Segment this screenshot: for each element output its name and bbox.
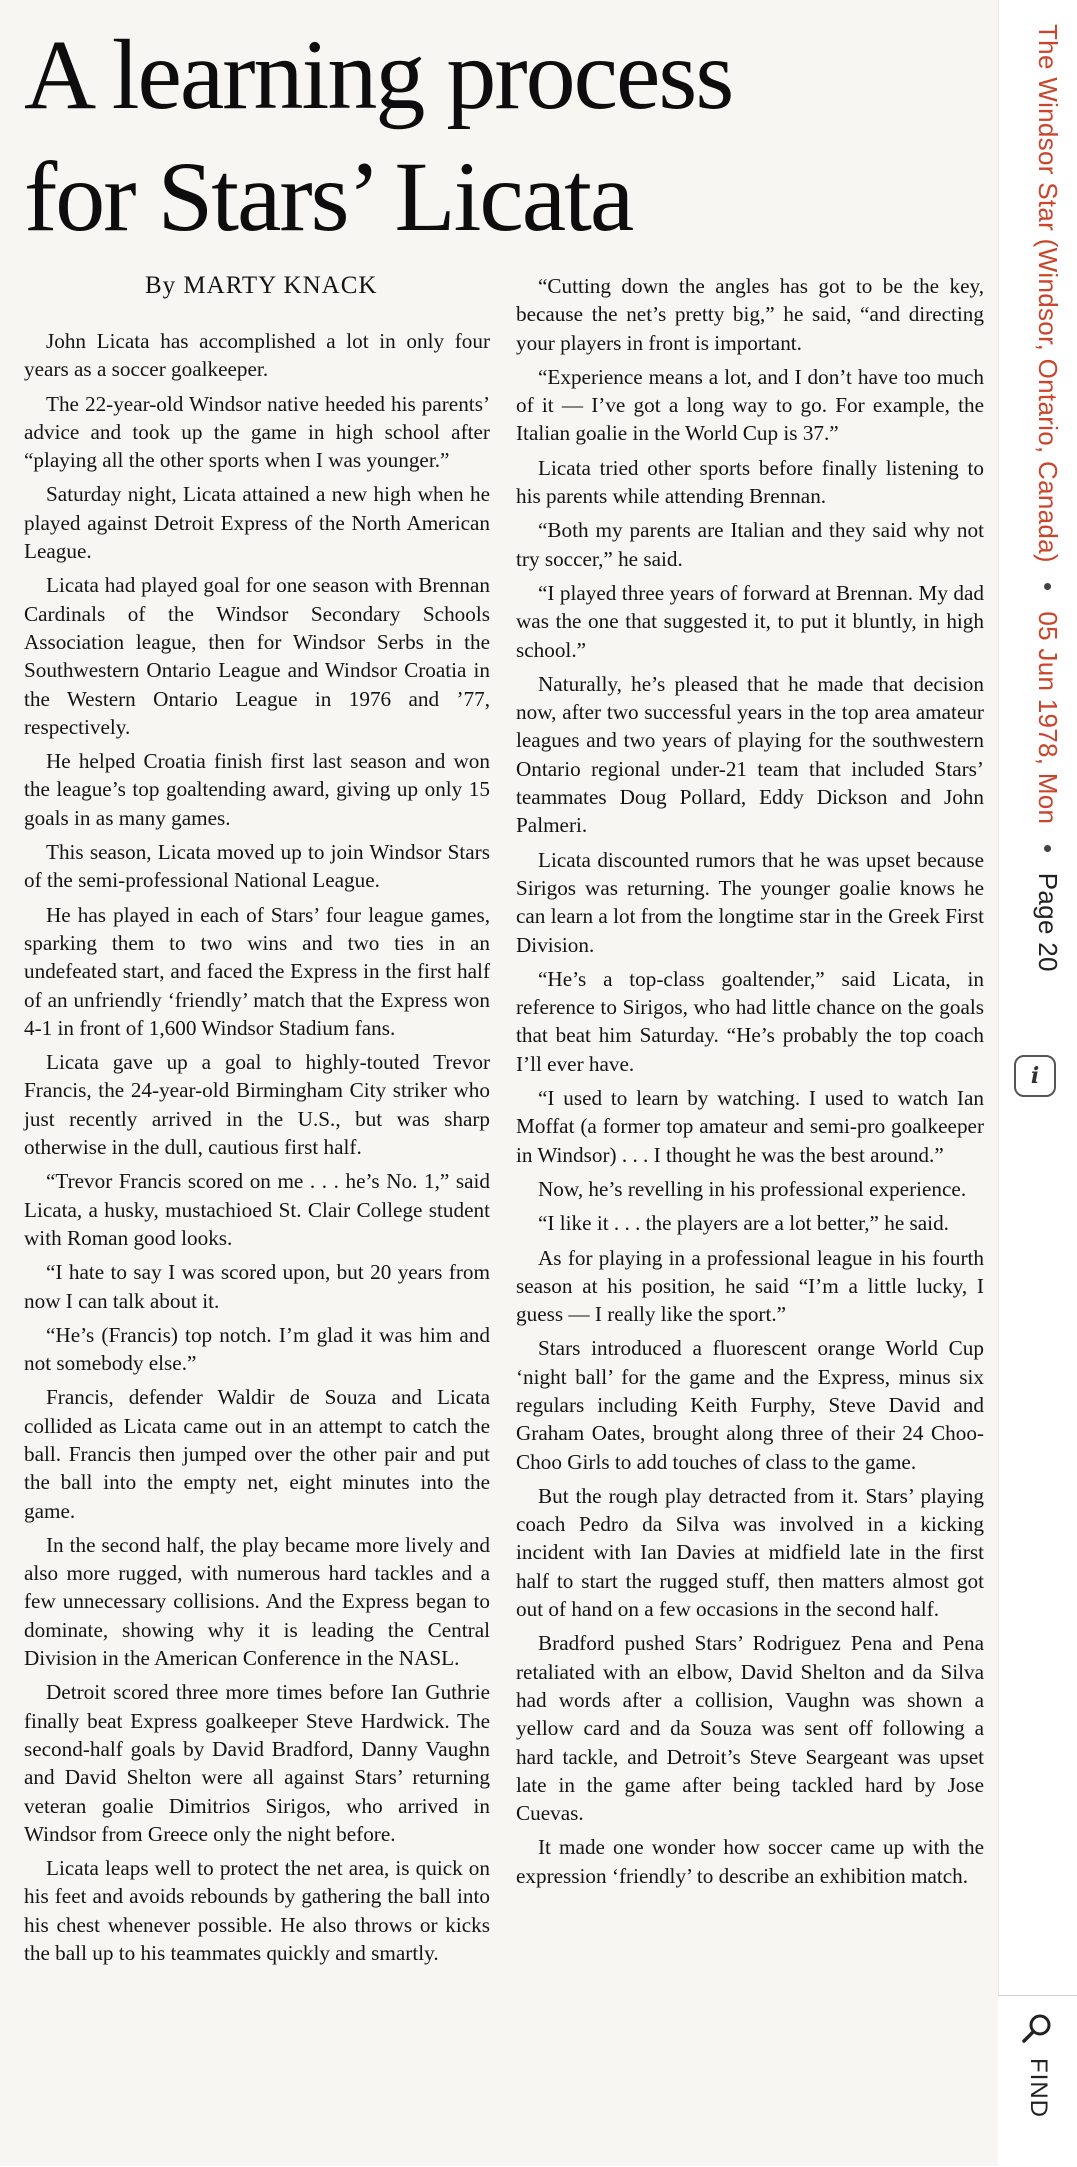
article-paragraph: He has played in each of Stars’ four league games, sparking them to two wins and two ties in an undefeated start, and faced the Express in the first half of an unfriendly ‘friendly’ match that the Express won 4-1 in front of 1,600 Windsor Stadium fans. [24, 902, 490, 1040]
info-icon[interactable] [1014, 1055, 1056, 1097]
article-paragraph: “I like it . . . the players are a lot better,” he said. [538, 1211, 949, 1236]
article-paragraph: Licata gave up a goal to highly-touted Trevor Francis, the 24-year-old Birmingham City striker who just recently arrived in the U.S., but was sharp otherwise in the dull, cautious first half. [24, 1050, 490, 1160]
article-paragraph: “Experience means a lot, and I don’t have too much of it — I’ve got a long way to go. For example, the Italian goalie in the World Cup is 37.” [516, 364, 984, 446]
article-paragraph: Francis, defender Waldir de Souza and Licata collided as Licata came out in an attempt to catch the ball. Francis then jumped over the other pair and put the ball into the empty net, eight minutes into the game. [24, 1385, 490, 1523]
publication-date[interactable]: 05 Jun 1978, Mon [1033, 611, 1063, 825]
headline-line-2: for Stars’ Licata [24, 141, 633, 252]
article-paragraph: John Licata has accomplished a lot in only four years as a soccer goalkeeper. [24, 329, 490, 382]
article-paragraph: But the rough play detracted from it. Stars’ playing coach Pedro da Silva was involved in a kicking incident with Ian Davies at midfield late in the first half to start the rugged stuff, then matters almost got out of hand on a few occasions in the second half. [516, 1483, 984, 1622]
search-icon [1021, 2012, 1055, 2046]
article-paragraph: “Cutting down the angles has got to be the key, because the net’s pretty big,” he said, “and directing your players in front is important. [516, 274, 984, 355]
article-paragraph: “I played three years of forward at Brennan. My dad was the one that suggested it, to put it bluntly, in high school.” [516, 580, 984, 662]
article-column-right [516, 272, 984, 1896]
article-paragraph: In the second half, the play became more lively and also more rugged, with numerous hard tackles and a few unnecessary collisions. And the Express began to dominate, showing why it is leading the Central Division in the American Conference in the NASL. [24, 1532, 490, 1671]
article-paragraph: “Trevor Francis scored on me . . . he’s No. 1,” said Licata, a husky, mustachioed St. Clair College student with Roman good looks. [24, 1169, 490, 1250]
page-number[interactable]: Page 20 [1033, 872, 1063, 972]
article-paragraph: As for playing in a professional league in his fourth season at his position, he said “I’m a little lucky, I guess — I really like the sport.” [516, 1245, 984, 1327]
headline-line-1: A learning process [24, 19, 733, 130]
article-column-left [24, 327, 490, 1973]
article-paragraph: “Both my parents are Italian and they said why not try soccer,” he said. [516, 518, 984, 571]
article-paragraph: Bradford pushed Stars’ Rodriguez Pena and Pena retaliated with an elbow, David Shelton and da Silva had words after a collision, Vaughn was shown a yellow card and da Souza was sent off following a hard tackle, and Detroit’s Steve Seargeant was upset late in the game after being tackled hard by Jose Cuevas. [516, 1631, 984, 1826]
info-glyph: i [1030, 1063, 1040, 1089]
article-paragraph: It made one wonder how soccer came up with the expression ‘friendly’ to describe an exhibition match. [516, 1835, 984, 1888]
article-paragraph: The 22-year-old Windsor native heeded his parents’ advice and took up the game in high school after “playing all the other sports when I was younger.” [24, 391, 490, 473]
article-paragraph: “I used to learn by watching. I used to watch Ian Moffat (a former top amateur and semi-pro goalkeeper in Windsor) . . . I thought he was the best around.” [516, 1086, 984, 1167]
clipping-source-info [1013, 24, 1063, 972]
article-paragraph: “He’s a top-class goaltender,” said Licata, in reference to Sirigos, who had little chance on the goals that beat him Saturday. “He’s probably the top coach I’ll ever have. [516, 966, 984, 1076]
article-paragraph: Licata had played goal for one season with Brennan Cardinals of the Windsor Secondary Schools Association league, then for Windsor Serbs in the Southwestern Ontario League and Windsor Croatia in the Western Ontario League in 1976 and ’77, respectively. [24, 573, 490, 739]
article-paragraph: Licata tried other sports before finally listening to his parents while attending Brennan. [516, 455, 984, 509]
article-paragraph: Now, he’s revelling in his professional experience. [538, 1176, 967, 1201]
separator: • [1033, 843, 1063, 854]
article-paragraph: Naturally, he’s pleased that he made that decision now, after two successful years in the top area amateur leagues and two years of playing for the southwestern Ontario regional under-21 team that included Stars’ teammates Doug Pollard, Eddy Dickson and John Palmeri. [516, 671, 984, 838]
headline [24, 14, 964, 258]
find-button[interactable] [998, 1995, 1077, 2167]
publication-title[interactable]: The Windsor Star (Windsor, Ontario, Canada) [1033, 24, 1063, 563]
article-paragraph: Stars introduced a fluorescent orange World Cup ‘night ball’ for the game and the Express, minus six regulars including Keith Furphy, Steve David and Graham Oates, brought along three of their 24 Choo-Choo Girls to add touches of class to the game. [516, 1336, 984, 1474]
article-paragraph: This season, Licata moved up to join Windsor Stars of the semi-professional National League. [24, 840, 490, 893]
find-label: FIND [1025, 2058, 1052, 2118]
article-paragraph: Detroit scored three more times before Ian Guthrie finally beat Express goalkeeper Steve Hardwick. The second-half goals by David Bradford, Danny Vaughn and David Shelton were all against Stars’ returning veteran goalie Dimitrios Sirigos, who arrived in Windsor from Greece only the night before. [24, 1680, 490, 1846]
article-paragraph: Licata discounted rumors that he was upset because Sirigos was returning. The younger goalie knows he can learn a lot from the longtime star in the Greek First Division. [516, 847, 984, 957]
article-paragraph: “He’s (Francis) top notch. I’m glad it was him and not somebody else.” [24, 1322, 490, 1376]
separator: • [1033, 582, 1063, 592]
article-paragraph: “I hate to say I was scored upon, but 20 years from now I can talk about it. [24, 1260, 490, 1313]
byline: By MARTY KNACK [145, 272, 378, 299]
article-paragraph: He helped Croatia finish first last season and won the league’s top goaltending award, giving up only 15 goals in as many games. [24, 749, 490, 830]
article-paragraph: Saturday night, Licata attained a new high when he played against Detroit Express of the North American League. [24, 482, 490, 564]
article-paragraph: Licata leaps well to protect the net area, is quick on his feet and avoids rebounds by gathering the ball into his chest whenever possible. He also throws or kicks the ball up to his teammates quickly and smartly. [24, 1856, 490, 1966]
